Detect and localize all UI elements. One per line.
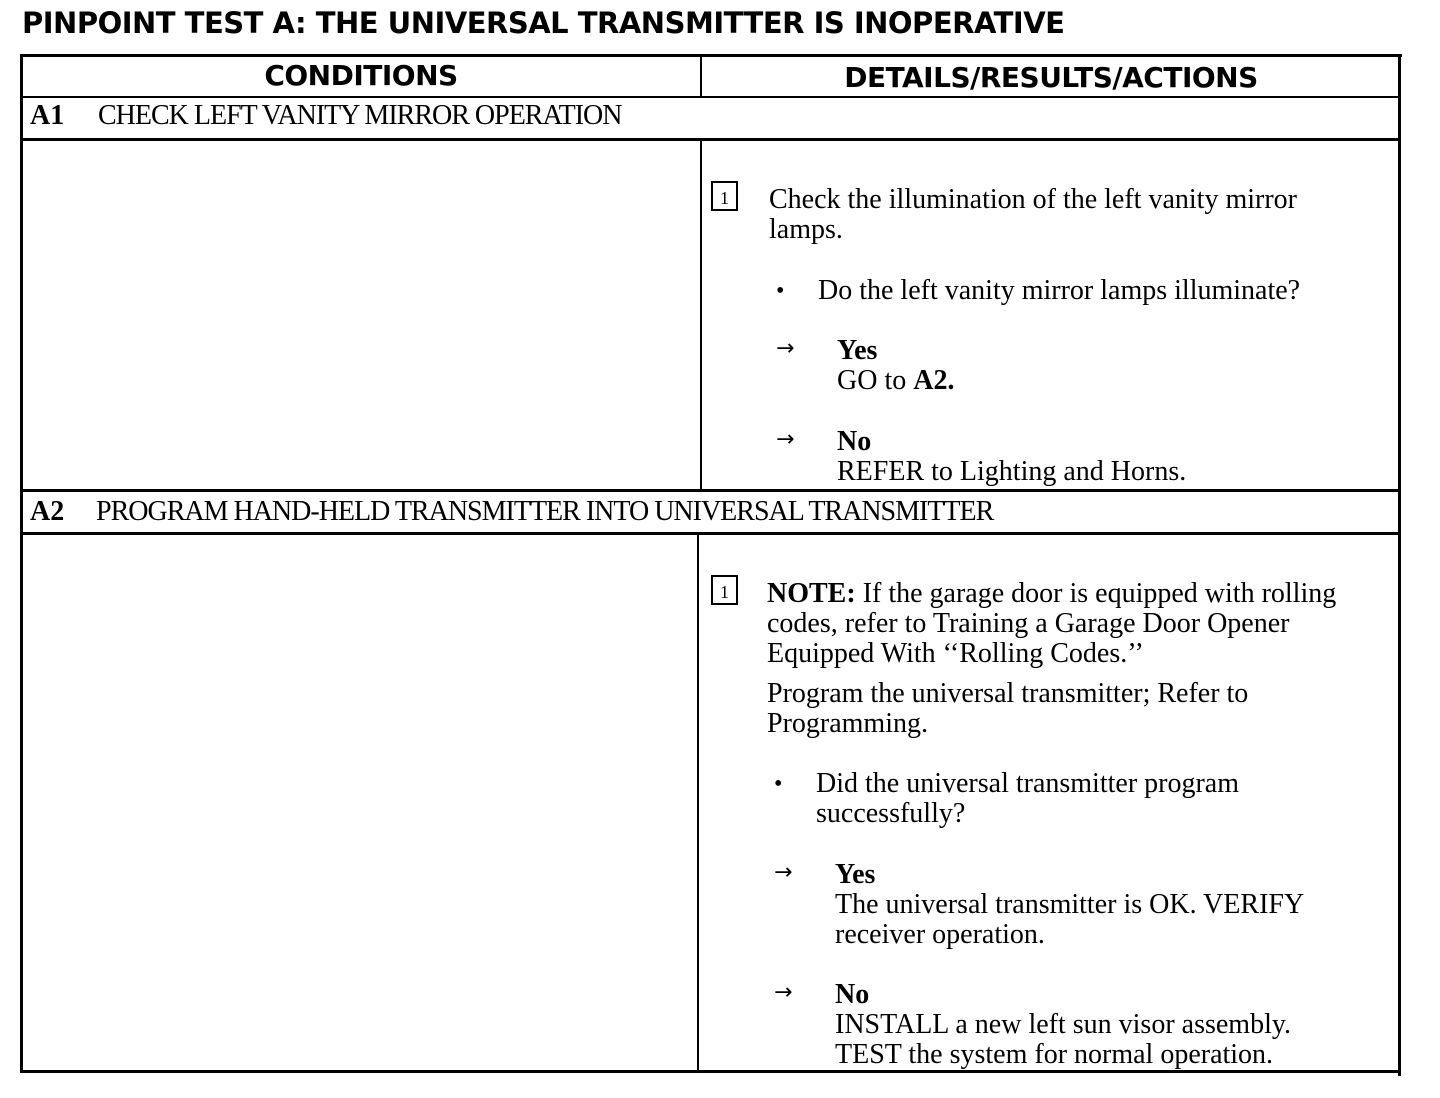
table-border-left bbox=[20, 54, 23, 1072]
column-divider-a2 bbox=[697, 534, 699, 1072]
header-divider bbox=[22, 96, 1400, 98]
bullet-icon: • bbox=[776, 278, 785, 304]
step-a2-instruction: Program the universal transmitter; Refer to Programming. bbox=[767, 678, 1249, 739]
a1-heading-divider bbox=[22, 138, 1400, 141]
arrow-right-icon: → bbox=[774, 980, 793, 1005]
step-a1-no: No REFER to Lighting and Horns. bbox=[837, 426, 1187, 487]
a2-heading-divider bbox=[22, 532, 1400, 535]
step-a2-number-box: 1 bbox=[711, 575, 738, 605]
step-a1-number-box: 1 bbox=[711, 181, 738, 211]
step-a1-yes: Yes GO to A2. bbox=[837, 335, 955, 396]
step-a2-yes: Yes The universal transmitter is OK. VERIFY receiver operation. bbox=[835, 859, 1305, 950]
step-a2-heading bbox=[30, 497, 993, 527]
step-a1-instruction: Check the illumination of the left vanity mirror lamps. bbox=[769, 184, 1297, 245]
step-a1-question: Do the left vanity mirror lamps illuminate? bbox=[818, 275, 1301, 306]
page-title: PINPOINT TEST A: THE UNIVERSAL TRANSMITTER IS INOPERATIVE bbox=[22, 6, 1065, 40]
step-a2-id: A2 bbox=[30, 496, 65, 527]
step-a2-question: Did the universal transmitter program successfully? bbox=[816, 768, 1239, 829]
a2-top-divider bbox=[22, 489, 1400, 492]
table-border-bottom bbox=[20, 1070, 1401, 1073]
arrow-right-icon: → bbox=[774, 860, 793, 885]
arrow-right-icon: → bbox=[776, 427, 795, 452]
arrow-right-icon: → bbox=[776, 336, 795, 361]
step-a2-title: PROGRAM HAND-HELD TRANSMITTER INTO UNIVERSAL TRANSMITTER bbox=[96, 496, 994, 527]
step-a1-id: A1 bbox=[30, 100, 65, 131]
step-a1-heading bbox=[30, 101, 621, 131]
table-border-top bbox=[22, 54, 1402, 57]
step-a2-note: NOTE: If the garage door is equipped with rolling codes, refer to Training a Garage Door Opener Equipped With ‘‘Rolling Codes.’’ bbox=[767, 578, 1337, 669]
table-border-right bbox=[1398, 54, 1401, 1076]
details-header: DETAILS/RESULTS/ACTIONS bbox=[844, 61, 1258, 94]
step-a2-no: No INSTALL a new left sun visor assembly. TEST the system for normal operation. bbox=[835, 979, 1292, 1070]
step-a1-title: CHECK LEFT VANITY MIRROR OPERATION bbox=[98, 100, 622, 131]
column-divider-a1 bbox=[700, 140, 702, 491]
conditions-header: CONDITIONS bbox=[264, 59, 458, 92]
bullet-icon: • bbox=[774, 771, 783, 797]
